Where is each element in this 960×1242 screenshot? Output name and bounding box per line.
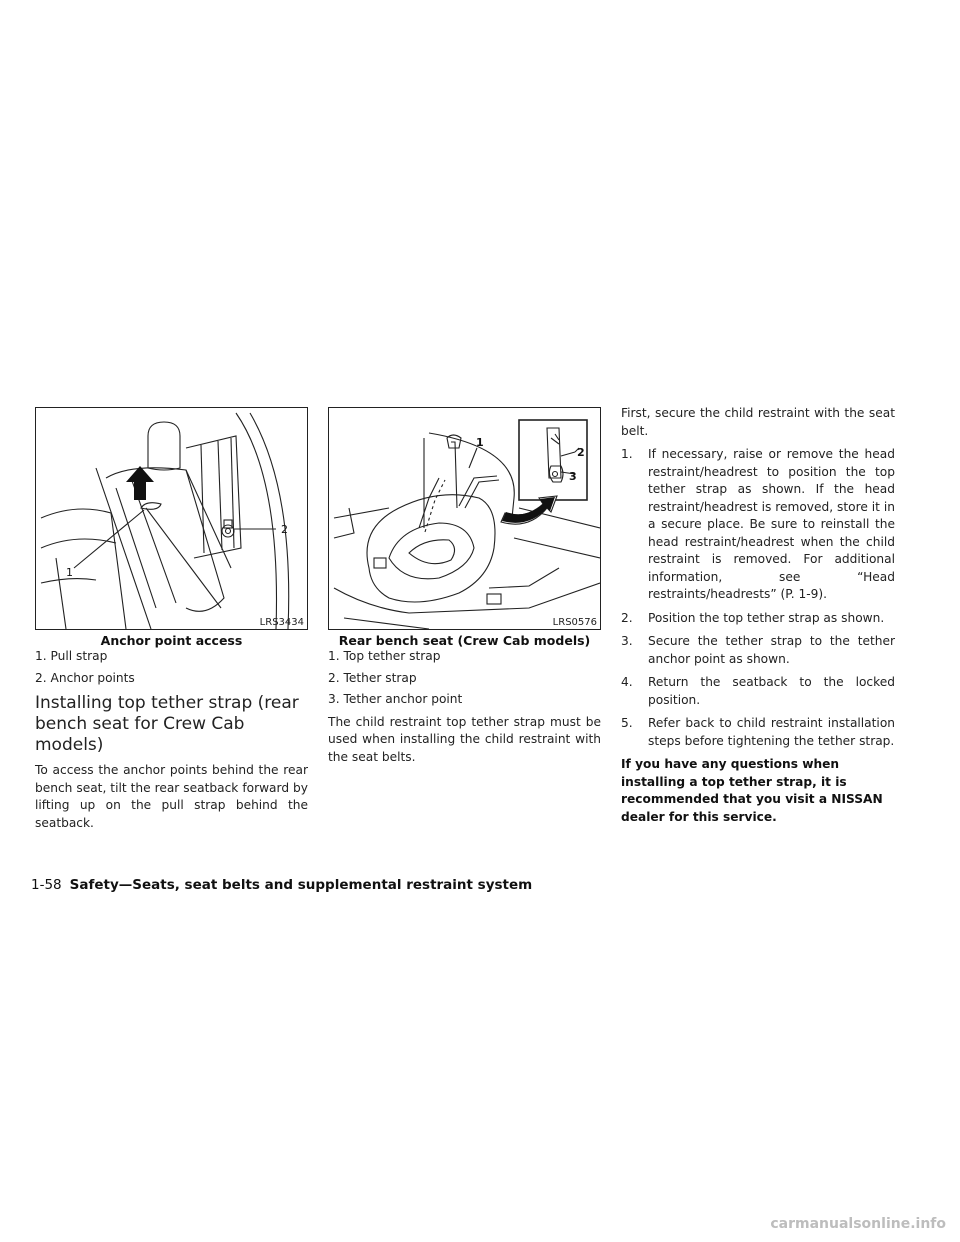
page-footer	[31, 877, 532, 893]
callout-3-fig2: 3	[569, 470, 577, 483]
figure-rear-bench-seat	[328, 407, 601, 630]
callout-1-fig2: 1	[476, 436, 484, 449]
list-item: 1. Top tether strap	[328, 649, 441, 663]
watermark: carmanualsonline.info	[770, 1216, 946, 1232]
list-item: 2. Anchor points	[35, 670, 135, 685]
figure-code: LRS3434	[259, 617, 304, 628]
section-title: Safety—Seats, seat belts and supplemental restraint system	[69, 877, 533, 893]
callout-2-fig2: 2	[577, 446, 585, 459]
list-item: 1. If necessary, raise or remove the head restraint/headrest to position the top tether strap as shown. If the head restraint/headrest is removed, store it in a secure place. Be sure to reinstall the head restraint/headrest when the child restraint is removed. For additional information, see “Head restraints/headrests” (P. 1-9).	[621, 447, 895, 601]
list-item: 3. Tether anchor point	[328, 692, 463, 706]
seat-illustration-2	[329, 408, 600, 629]
list-item: 3. Secure the tether strap to the tether anchor point as shown.	[621, 634, 895, 666]
list-item: 4. Return the seatback to the locked position.	[621, 675, 895, 707]
callout-1-fig1: 1	[66, 566, 73, 579]
figure-caption: Anchor point access	[100, 633, 243, 648]
list-item: 2. Tether strap	[328, 670, 417, 685]
middle-column	[328, 648, 601, 772]
dealer-note: If you have any questions when installing a top tether strap, it is recommended that you visit a NISSAN dealer for this service.	[621, 757, 883, 824]
list-item: 1. Pull strap	[35, 649, 108, 663]
list-item: 5. Refer back to child restraint installation steps before tightening the tether strap.	[621, 716, 895, 748]
list-item: 2. Position the top tether strap as shown.	[621, 610, 885, 625]
section-heading: Installing top tether strap (rear bench seat for Crew Cab models)	[35, 693, 299, 755]
callout-2-fig1: 2	[281, 523, 288, 536]
legend-list-fig1	[35, 648, 308, 687]
body-paragraph: To access the anchor points behind the rear bench seat, tilt the rear seatback forward by lifting up on the pull strap behind the seatback.	[35, 763, 308, 830]
body-paragraph: The child restraint top tether strap must be used when installing the child restraint with the seat belts.	[328, 714, 601, 764]
figure-caption: Rear bench seat (Crew Cab models)	[338, 633, 591, 648]
figure-code: LRS0576	[552, 617, 597, 628]
left-column	[35, 648, 308, 838]
steps-list	[621, 446, 895, 750]
seat-illustration-1	[36, 408, 307, 629]
figure-anchor-point-access	[35, 407, 308, 630]
legend-list-fig2	[328, 648, 601, 709]
right-column	[621, 405, 895, 832]
intro-paragraph: First, secure the child restraint with the seat belt.	[621, 406, 895, 438]
page-number: 1-58	[31, 877, 62, 893]
